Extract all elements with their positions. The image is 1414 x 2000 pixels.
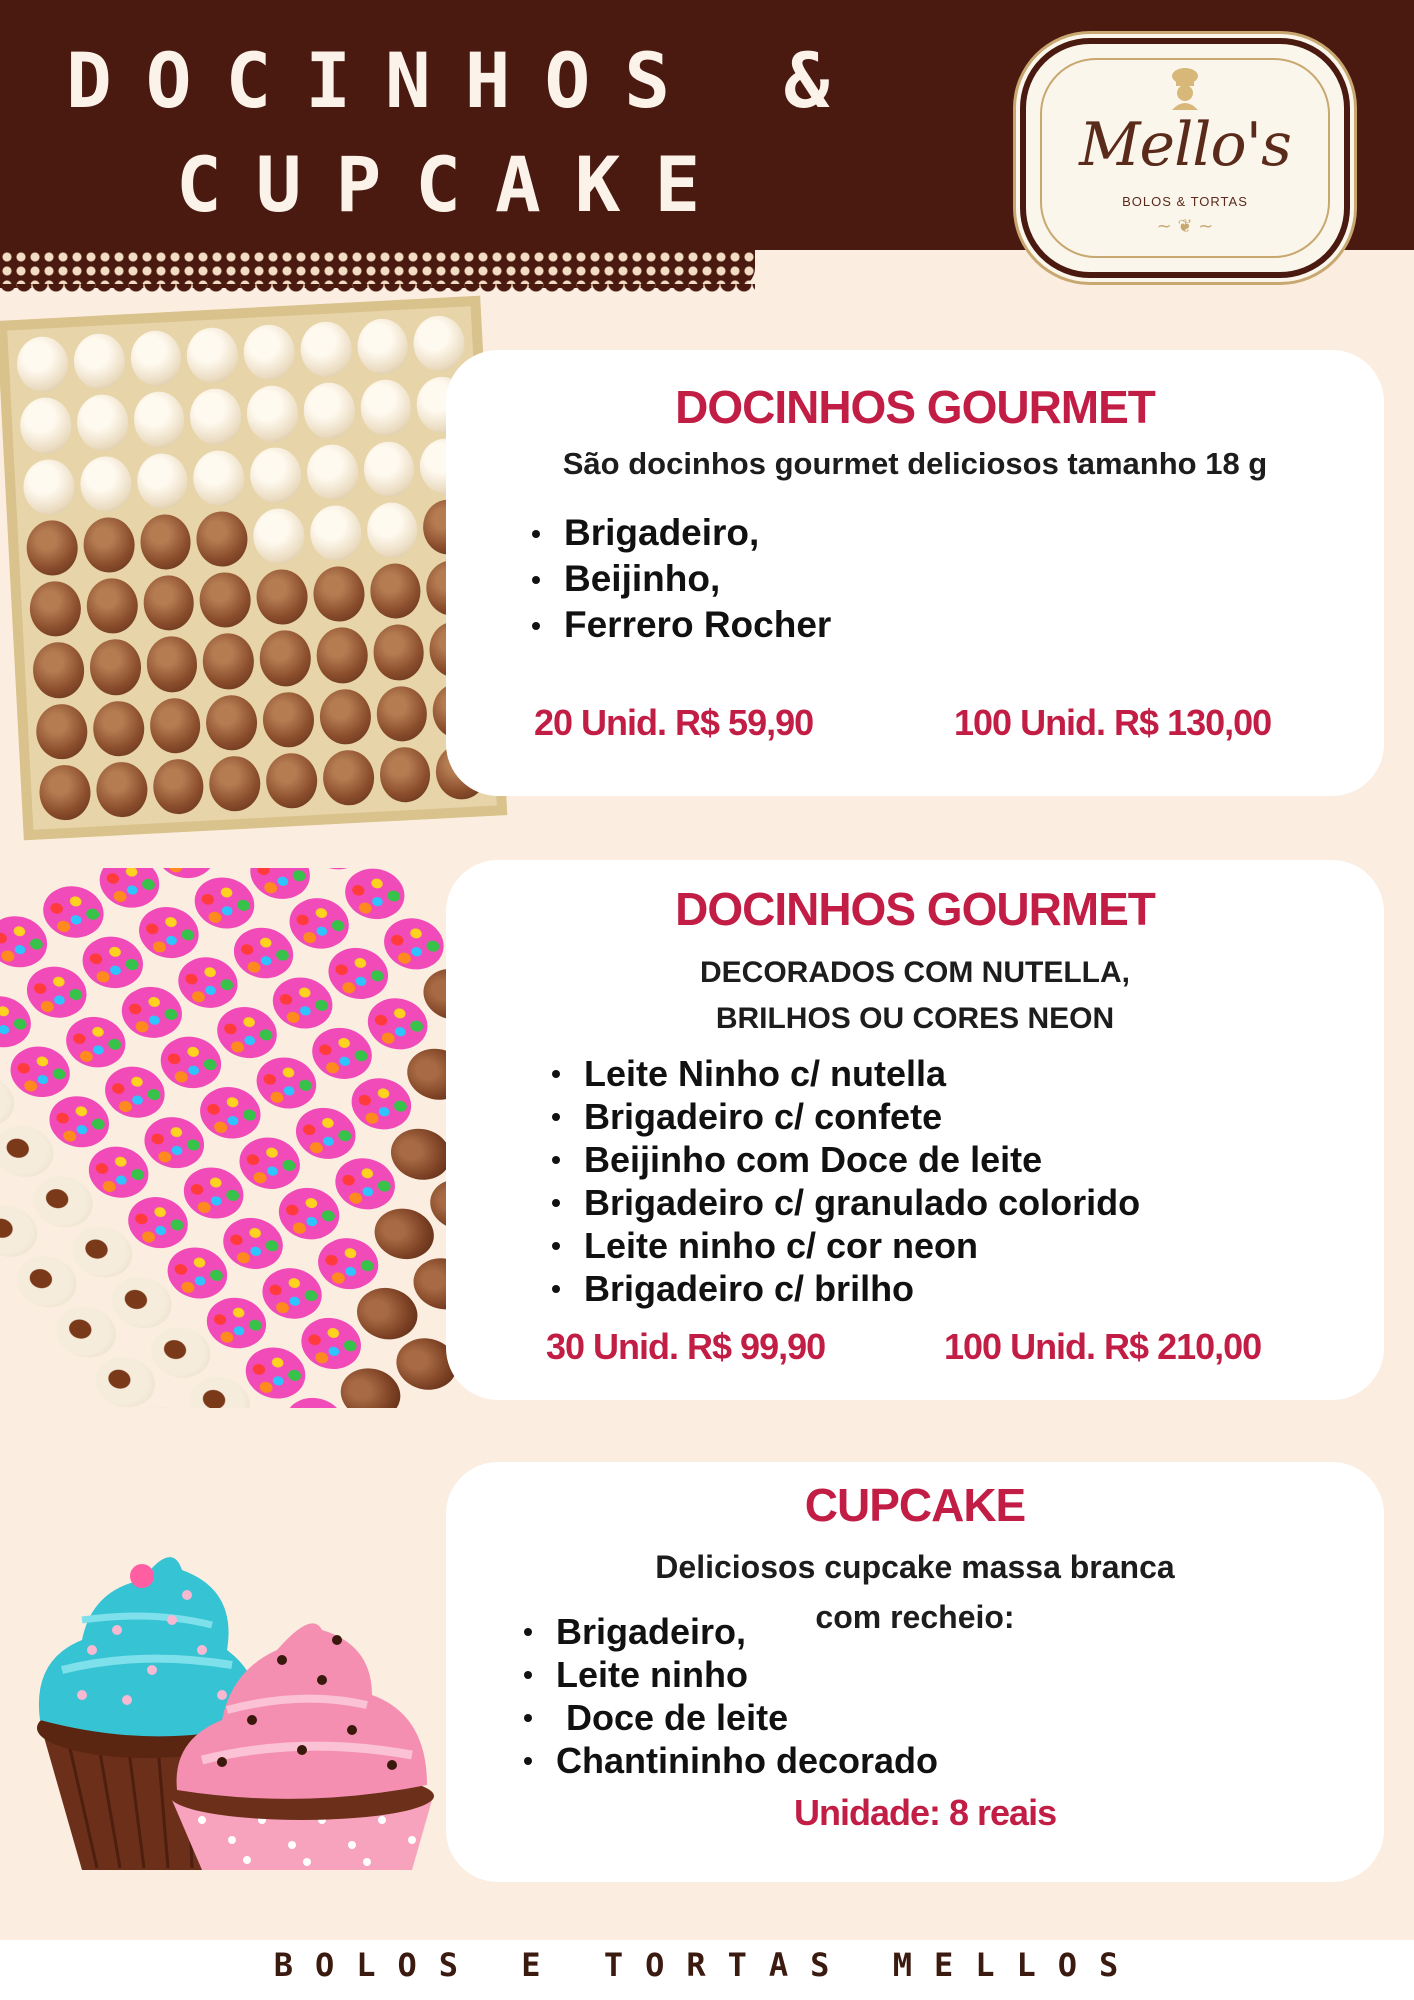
- brigadeiro-sweet: [145, 635, 199, 693]
- beijinho-sweet: [365, 501, 419, 559]
- list-item: Brigadeiro c/ brilho: [550, 1267, 1140, 1310]
- price-unit: Unidade: 8 reais: [794, 1792, 1057, 1833]
- price-large: 100 Unid. R$ 210,00: [944, 1326, 1262, 1367]
- brigadeiro-sweet: [148, 696, 202, 754]
- beijinho-sweet: [129, 329, 183, 387]
- brigadeiro-sweet: [139, 513, 193, 571]
- beijinho-sweet: [19, 397, 73, 455]
- beijinho-sweet: [79, 455, 133, 513]
- beijinho-sweet: [246, 385, 300, 443]
- subtitle-line: BRILHOS OU CORES NEON: [715, 1002, 1115, 1035]
- subtitle-line: DECORADOS COM NUTELLA,: [700, 956, 1130, 989]
- beijinho-sweet: [362, 440, 416, 498]
- brigadeiro-sweet: [198, 571, 252, 629]
- beijinho-sweet: [356, 318, 410, 376]
- ornament-icon: ~ ❦ ~: [1156, 216, 1214, 237]
- beijinho-sweet: [242, 324, 296, 382]
- beijinho-sweet: [16, 335, 70, 393]
- list-item: Brigadeiro c/ confete: [550, 1095, 1140, 1138]
- beijinho-sweet: [412, 315, 466, 373]
- section-card-docinhos: [446, 350, 1384, 796]
- price-large: 100 Unid. R$ 130,00: [954, 702, 1272, 743]
- list-item: Ferrero Rocher: [530, 602, 831, 648]
- brigadeiro-sweet: [88, 638, 142, 696]
- brigadeiro-sweet: [255, 568, 309, 626]
- list-item: Chantininho decorado: [522, 1739, 938, 1782]
- list-item: Brigadeiro,: [530, 510, 831, 556]
- subtitle-line: com recheio:: [815, 1599, 1015, 1635]
- subtitle-line: Deliciosos cupcake massa branca: [655, 1549, 1175, 1585]
- list-item: Brigadeiro,: [522, 1610, 938, 1653]
- beijinho-sweet: [309, 504, 363, 562]
- brigadeiro-sweet: [195, 510, 249, 568]
- brigadeiro-sweet: [321, 749, 375, 807]
- brigadeiro-sweet: [258, 629, 312, 687]
- beijinho-sweet: [189, 388, 243, 446]
- cupcakes-photo: [22, 1500, 442, 1870]
- page-title-line2: CUPCAKE: [176, 140, 735, 229]
- brigadeiro-box-photo: [0, 296, 507, 841]
- flavor-list: [530, 510, 831, 648]
- brigadeiro-sweet: [28, 580, 82, 638]
- section-card-decorados: [446, 860, 1384, 1400]
- beijinho-sweet: [192, 449, 246, 507]
- list-item: Leite Ninho c/ nutella: [550, 1052, 1140, 1095]
- beijinho-sweet: [22, 458, 76, 516]
- brigadeiro-sweet: [312, 565, 366, 623]
- brigadeiro-sweet: [82, 516, 136, 574]
- section-title: CUPCAKE: [804, 1479, 1026, 1531]
- beijinho-sweet: [302, 382, 356, 440]
- beijinho-sweet: [135, 452, 189, 510]
- brigadeiro-sweet: [205, 693, 259, 751]
- beijinho-sweet: [132, 391, 186, 449]
- brigadeiro-sweet: [202, 632, 256, 690]
- decorated-sweets-photo: [0, 868, 484, 1408]
- brigadeiro-sweet: [85, 577, 139, 635]
- sweets-grid: [16, 315, 489, 822]
- brand-logo: [1020, 38, 1350, 278]
- footer-text: BOLOS E TORTAS MELLOS: [273, 1946, 1141, 1984]
- brigadeiro-sweet: [95, 761, 149, 819]
- beijinho-sweet: [252, 507, 306, 565]
- beijinho-sweet: [72, 332, 126, 390]
- brigadeiro-sweet: [35, 702, 89, 760]
- brigadeiro-sweet: [375, 685, 429, 743]
- lace-border: [0, 248, 755, 288]
- brigadeiro-sweet: [142, 574, 196, 632]
- list-item: Brigadeiro c/ granulado colorido: [550, 1181, 1140, 1224]
- section-subtitle: [446, 950, 1384, 1042]
- section-subtitle: São docinhos gourmet deliciosos tamanho 18 g: [562, 446, 1268, 481]
- section-card-cupcake: [446, 1462, 1384, 1882]
- list-item: Beijinho,: [530, 556, 831, 602]
- lace-scallop: [0, 284, 755, 298]
- section-title: DOCINHOS GOURMET: [675, 883, 1155, 935]
- beijinho-sweet: [76, 394, 130, 452]
- beijinho-sweet: [359, 379, 413, 437]
- brigadeiro-sweet: [378, 746, 432, 804]
- list-item: Leite ninho: [522, 1653, 938, 1696]
- beijinho-sweet: [305, 443, 359, 501]
- brigadeiro-sweet: [265, 752, 319, 810]
- brigadeiro-sweet: [262, 691, 316, 749]
- page-title-line1: DOCINHOS &: [66, 36, 864, 125]
- brigadeiro-sweet: [208, 755, 262, 813]
- brigadeiro-sweet: [315, 626, 369, 684]
- sweets-grid: [0, 868, 484, 1408]
- brigadeiro-sweet: [368, 562, 422, 620]
- chef-icon: [1166, 66, 1204, 110]
- filling-list: [522, 1610, 938, 1782]
- price-small: 30 Unid. R$ 99,90: [546, 1326, 826, 1367]
- brigadeiro-sweet: [38, 764, 92, 822]
- brigadeiro-sweet: [25, 519, 79, 577]
- footer: [0, 1940, 1414, 2000]
- list-item: Leite ninho c/ cor neon: [550, 1224, 1140, 1267]
- logo-subtitle: BOLOS & TORTAS: [1122, 194, 1248, 209]
- brigadeiro-sweet: [318, 688, 372, 746]
- beijinho-sweet: [186, 326, 240, 384]
- flavor-list: [550, 1052, 1140, 1310]
- brigadeiro-sweet: [372, 623, 426, 681]
- section-title: DOCINHOS GOURMET: [675, 381, 1155, 433]
- brigadeiro-sweet: [32, 641, 86, 699]
- logo-name: Mello's: [1079, 110, 1291, 180]
- beijinho-sweet: [299, 321, 353, 379]
- price-small: 20 Unid. R$ 59,90: [534, 702, 814, 743]
- brigadeiro-sweet: [92, 699, 146, 757]
- brigadeiro-sweet: [151, 758, 205, 816]
- beijinho-sweet: [249, 446, 303, 504]
- list-item: Beijinho com Doce de leite: [550, 1138, 1140, 1181]
- list-item: Doce de leite: [522, 1696, 938, 1739]
